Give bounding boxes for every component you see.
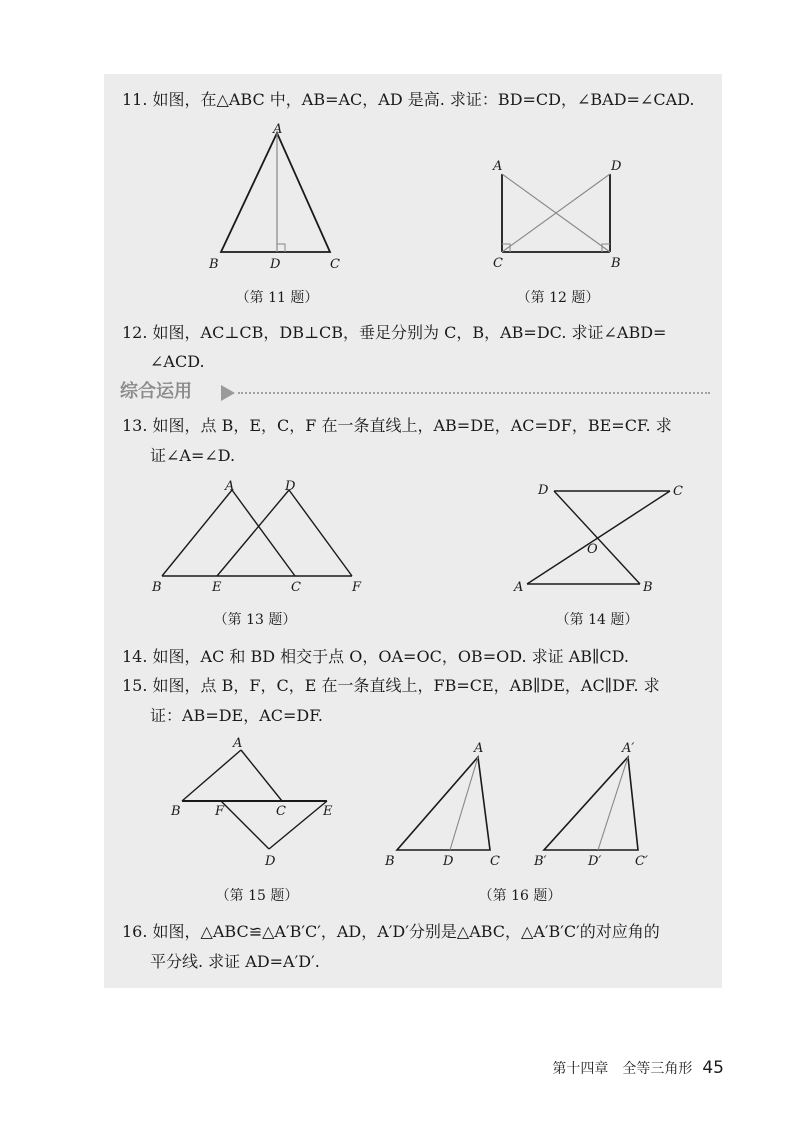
caption-12: （第 12 题） <box>516 290 600 306</box>
fig14-label-B: B <box>643 580 653 595</box>
fig11-label-D: D <box>270 257 281 272</box>
fig12-label-A: A <box>493 159 503 174</box>
figure-11 <box>200 118 360 278</box>
fig15-label-F: F <box>215 804 225 819</box>
fig12-label-D: D <box>611 159 622 174</box>
section-arrow-icon <box>221 385 235 401</box>
fig15-label-E: E <box>323 804 333 819</box>
fig14-label-A: A <box>514 580 524 595</box>
fig16-label-C-prime: C′ <box>635 854 648 869</box>
fig15-label-A: A <box>233 736 243 751</box>
fig12-label-B: B <box>611 256 621 271</box>
question-16-line-1: 16. 如图，△ABC≌△A′B′C′，AD，A′D′分别是△ABC，△A′B′C′的对应角的 <box>122 922 660 941</box>
fig16-label-B-prime: B′ <box>534 854 547 869</box>
figure-13 <box>145 478 375 598</box>
fig11-label-C: C <box>330 257 340 272</box>
fig13-label-B: B <box>152 580 162 595</box>
question-14: 14. 如图，AC 和 BD 相交于点 O，OA=OC，OB=OD. 求证 AB∥CD. <box>122 647 630 666</box>
caption-16: （第 16 题） <box>478 888 562 904</box>
figure-16 <box>380 735 670 870</box>
fig16-label-D: D <box>443 854 454 869</box>
caption-14: （第 14 题） <box>555 612 639 628</box>
question-16-line-2: 平分线. 求证 AD=A′D′. <box>150 952 320 971</box>
caption-15: （第 15 题） <box>215 888 299 904</box>
page-footer <box>552 1058 724 1078</box>
figure-12 <box>485 155 635 270</box>
section-divider <box>238 392 710 394</box>
fig11-label-B: B <box>209 257 219 272</box>
question-13-line-1: 13. 如图，点 B，E，C，F 在一条直线上，AB=DE，AC=DF，BE=CF. 求 <box>122 416 672 435</box>
fig13-label-D: D <box>285 479 296 494</box>
fig12-label-C: C <box>493 256 503 271</box>
question-13-line-2: 证∠A=∠D. <box>150 446 236 465</box>
section-header <box>120 377 710 407</box>
question-15-line-2: 证：AB=DE，AC=DF. <box>150 706 323 725</box>
question-12-line-1: 12. 如图，AC⊥CB，DB⊥CB，垂足分别为 C，B，AB=DC. 求证∠ABD= <box>122 323 667 342</box>
figure-15 <box>165 735 345 870</box>
fig13-label-F: F <box>352 580 362 595</box>
caption-11: （第 11 题） <box>235 290 319 306</box>
fig13-label-C: C <box>291 580 301 595</box>
chapter-title: 第十四章 全等三角形 <box>552 1061 693 1077</box>
question-11: 11. 如图，在△ABC 中，AB=AC，AD 是高. 求证：BD=CD，∠BAD=∠CAD. <box>122 90 695 109</box>
fig15-label-D: D <box>265 854 276 869</box>
fig16-label-D-prime: D′ <box>588 854 602 869</box>
caption-13: （第 13 题） <box>213 612 297 628</box>
fig15-label-B: B <box>171 804 181 819</box>
fig14-label-O: O <box>587 542 598 557</box>
fig16-label-B: B <box>385 854 395 869</box>
fig16-label-C: C <box>490 854 500 869</box>
fig13-label-A: A <box>225 479 235 494</box>
figure-14 <box>510 478 690 598</box>
fig13-label-E: E <box>212 580 222 595</box>
fig16-label-A-prime: A′ <box>622 741 635 756</box>
question-15-line-1: 15. 如图，点 B，F，C，E 在一条直线上，FB=CE，AB∥DE，AC∥DF. 求 <box>122 676 660 695</box>
fig15-label-C: C <box>276 804 286 819</box>
question-12-line-2: ∠ACD. <box>150 352 205 371</box>
fig14-label-D: D <box>538 483 549 498</box>
page-number: 45 <box>702 1058 724 1078</box>
fig11-label-A: A <box>273 122 283 137</box>
fig16-label-A: A <box>474 741 484 756</box>
fig14-label-C: C <box>673 484 683 499</box>
section-title: 综合运用 <box>120 381 192 402</box>
